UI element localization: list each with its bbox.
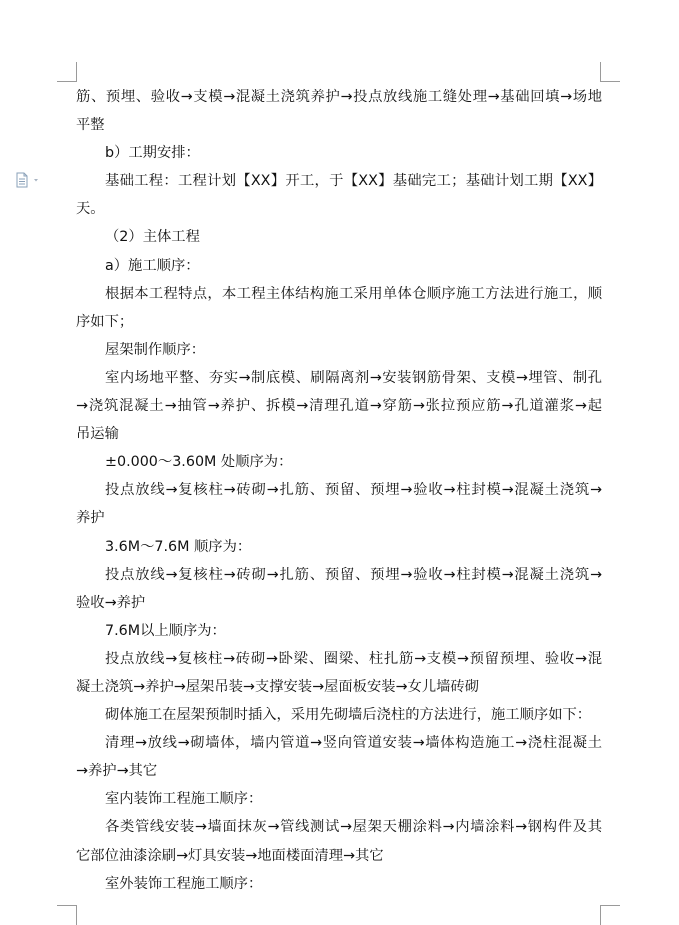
text-line: 投点放线→复核柱→砖砌→卧梁、圈梁、柱扎筋→支模→预留预埋、验收→混 [105,650,602,667]
text-line: 养护 [76,510,105,527]
text-line: 室外装饰工程施工顺序： [105,875,263,892]
crop-mark-top-right-h [600,81,620,82]
crop-mark-top-left-v [76,62,77,82]
text-line: →浇筑混凝土→抽管→养护、拆模→清理孔道→穿筋→张拉预应筋→孔道灌浆→起 [76,398,602,415]
text-line: 7.6M以上顺序为： [105,622,226,639]
text-line: 凝土浇筑→养护→屋架吊装→支撑安装→屋面板安装→女儿墙砖砌 [76,678,480,695]
text-line: 它部位油漆涂刷→灯具安装→地面楼面清理→其它 [76,847,384,864]
text-line: b）工期安排： [105,145,200,162]
crop-mark-top-right-v [600,62,601,82]
text-line: 室内装饰工程施工顺序： [105,791,263,808]
text-line: 各类管线安装→墙面抹灰→管线测试→屋架天棚涂料→内墙涂料→钢构件及其 [105,819,602,836]
text-line: 砌体施工在屋架预制时插入，采用先砌墙后浇柱的方法进行，施工顺序如下： [105,707,592,724]
text-line: 序如下； [76,313,134,330]
text-line: （2）主体工程 [105,229,200,246]
crop-mark-bottom-left-h [57,905,77,906]
text-line: 吊运输 [76,426,119,443]
crop-mark-bottom-right-v [600,905,601,925]
text-line: 验收→养护 [76,594,146,611]
text-line: 清理→放线→砌墙体，墙内管道→竖向管道安装→墙体构造施工→浇柱混凝土 [105,735,602,752]
text-line: →养护→其它 [76,763,158,780]
document-icon[interactable] [15,172,43,188]
text-line: 筋、预埋、验收→支模→混凝土浇筑养护→投点放线施工缝处理→基础回填→场地 [76,89,602,105]
text-line: 室内场地平整、夯实→制底模、刷隔离剂→安装钢筋骨架、支模→埋管、制孔 [105,369,602,386]
text-line: 屋架制作顺序： [105,341,206,358]
crop-mark-bottom-left-v [76,905,77,925]
text-line: 投点放线→复核柱→砖砌→扎筋、预留、预埋→验收→柱封模→混凝土浇筑→ [105,482,602,499]
text-line: 天。 [76,201,105,218]
text-line: a）施工顺序： [105,257,200,274]
text-line: 平整 [76,117,105,134]
text-line: 基础工程：工程计划【XX】开工，于【XX】基础完工；基础计划工期【XX】 [105,173,602,190]
text-line: 根据本工程特点，本工程主体结构施工采用单体仓顺序施工方法进行施工，顺 [105,285,602,302]
crop-mark-top-left-h [57,81,77,82]
text-line: 3.6M～7.6M 顺序为： [105,538,252,555]
document-body [76,83,602,898]
text-line: ±0.000～3.60M 处顺序为： [105,454,293,471]
crop-mark-bottom-right-h [600,905,620,906]
text-line: 投点放线→复核柱→砖砌→扎筋、预留、预埋→验收→柱封模→混凝土浇筑→ [105,566,602,583]
